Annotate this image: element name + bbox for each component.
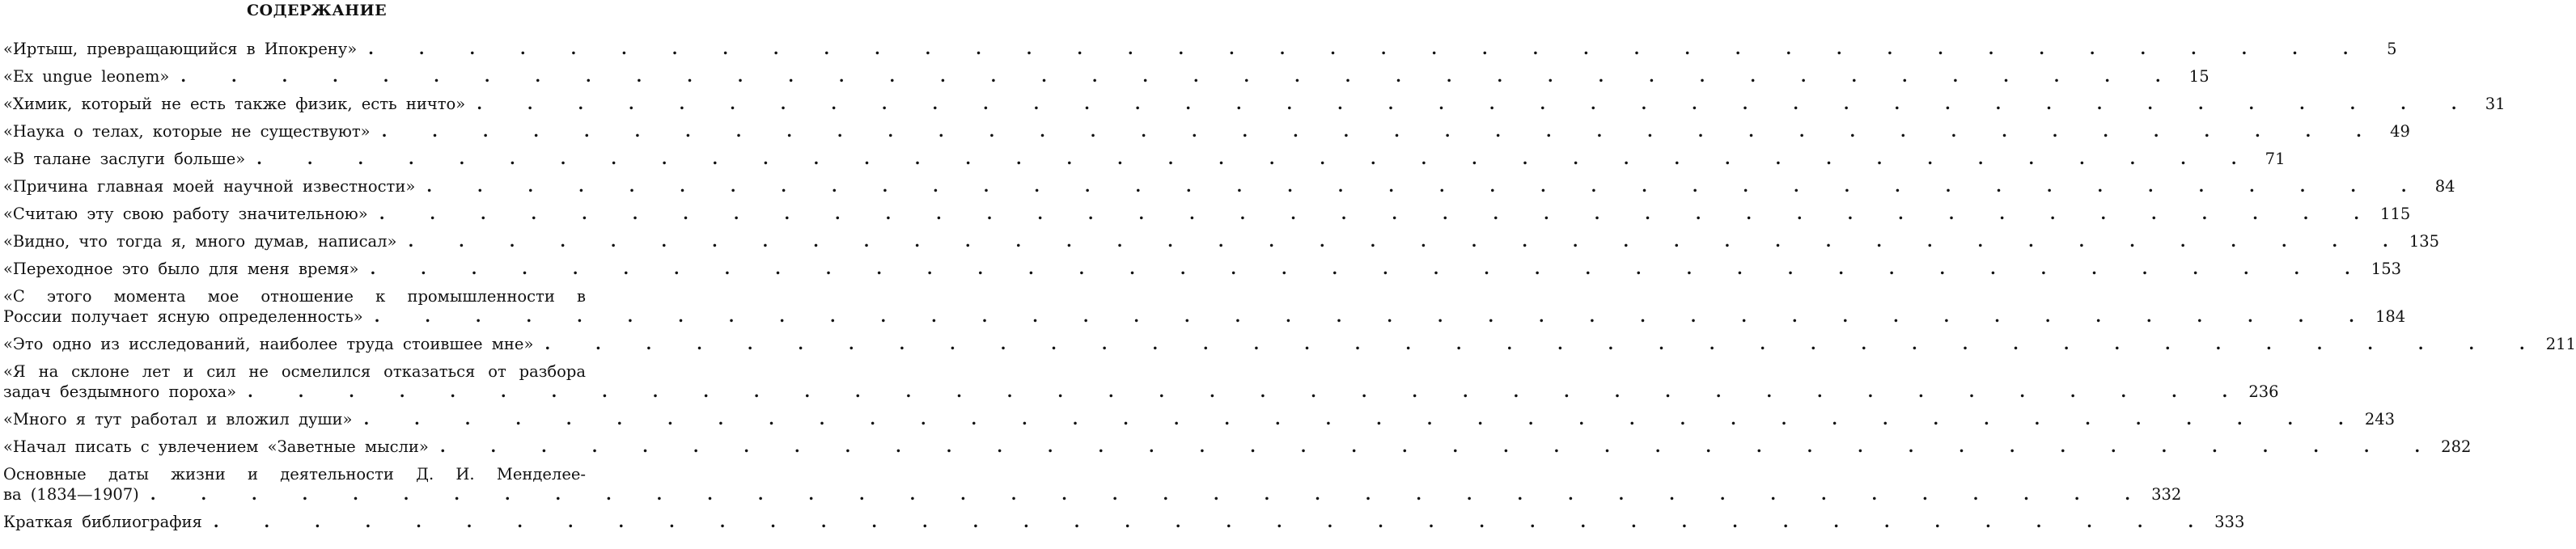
toc-page-number: 236 xyxy=(2248,382,2279,401)
dot-leader: . . . . . . . . . . . . . . . . . . . . . . . . . . . . . . . . . . . . . . . . xyxy=(180,67,2179,86)
toc-entry[interactable] xyxy=(3,149,2286,169)
toc-page-number: 243 xyxy=(2364,410,2396,429)
toc-page-number: 153 xyxy=(2371,260,2402,278)
toc-page-number: 184 xyxy=(2375,307,2406,326)
toc-entry-title: «Причина главная моей научной известности» xyxy=(3,177,416,196)
toc-entry[interactable] xyxy=(3,437,2472,457)
toc-entry[interactable] xyxy=(3,94,2506,114)
toc-entry[interactable] xyxy=(3,464,2182,505)
toc-page-number: 15 xyxy=(2188,67,2210,86)
dot-leader: . . . . . . . . . . . . . . . . . . . . . . . . . . . . . . . . . . . . . . . . xyxy=(544,335,2543,353)
page-title: СОДЕРЖАНИЕ xyxy=(246,2,388,19)
dot-leader: . . . . . . . . . . . . . . . . . . . . . . . . . . . . . . . . . . . . . . . . xyxy=(374,307,2372,326)
toc-entry-title: «Иртыш, превращающийся в Ипокрену» xyxy=(3,40,358,58)
toc-entry-title: «Считаю эту свою работу значительною» xyxy=(3,205,368,223)
toc-entry-title: «Видно, что тогда я, много думав, написал» xyxy=(3,232,397,251)
toc-entry[interactable] xyxy=(3,286,2406,327)
toc-page-number: 31 xyxy=(2485,95,2506,113)
toc-page-number: 84 xyxy=(2434,177,2455,196)
dot-leader: . . . . . . . . . . . . . . . . . . . . . . . . . . . . . . . . . . . . . . . . xyxy=(150,485,2149,504)
toc-entry[interactable] xyxy=(3,259,2402,279)
toc-page-number: 211 xyxy=(2545,335,2576,353)
toc-page-number: 333 xyxy=(2214,513,2245,531)
dot-leader: . . . . . . . . . . . . . . . . . . . . . . . . . . . . . . . . . . . . . . . . xyxy=(381,122,2379,141)
toc-page-number: 135 xyxy=(2409,232,2440,251)
toc-page-number: 282 xyxy=(2441,437,2472,456)
dot-leader: . . . . . . . . . . . . . . . . . . . . . . . . . . . . . . . . . . . . . . . . xyxy=(439,437,2438,456)
toc-entry[interactable] xyxy=(3,409,2396,429)
toc-entry[interactable] xyxy=(3,334,2576,354)
toc-page-number: 332 xyxy=(2151,485,2182,504)
toc-entry-title-line: «С этого момента мое отношение к промышленности в xyxy=(3,287,586,306)
dot-leader: . . . . . . . . . . . . . . . . . . . . . . . . . . . . . . . . . . . . . . . . xyxy=(248,382,2246,401)
toc-entry-title: «Начал писать с увлечением «Заветные мысли» xyxy=(3,437,429,456)
toc-page-number: 49 xyxy=(2390,122,2410,141)
toc-entry-title: «В талане заслуги больше» xyxy=(3,150,246,168)
toc-entry-title: «Ex ungue leonem» xyxy=(3,67,170,86)
toc-page-number: 5 xyxy=(2387,40,2397,58)
toc-page-number: 71 xyxy=(2265,150,2286,168)
toc-entry[interactable] xyxy=(3,66,2210,87)
toc-entry[interactable] xyxy=(3,361,2279,402)
toc-entry[interactable] xyxy=(3,204,2411,224)
dot-leader: . . . . . . . . . . . . . . . . . . . . . . . . . . . . . . . . . . . . . . . . xyxy=(363,410,2362,429)
dot-leader: . . . . . . . . . . . . . . . . . . . . . . . . . . . . . . . . . . . . . . . . xyxy=(368,40,2366,58)
toc-entry-title-line: «Я на склоне лет и сил не осмелился отказаться от разбора xyxy=(3,362,586,381)
toc-entry-title-line: Основные даты жизни и деятельности Д. И. Менделее- xyxy=(3,465,586,484)
dot-leader: . . . . . . . . . . . . . . . . . . . . . . . . . . . . . . . . . . . . . . . . xyxy=(213,513,2212,531)
toc-entry[interactable] xyxy=(3,176,2455,196)
toc-entry[interactable] xyxy=(3,231,2440,251)
toc-entry-title: «Много я тут работал и вложил души» xyxy=(3,410,353,429)
toc-entry-title: «Переходное это было для меня время» xyxy=(3,260,359,278)
dot-leader: . . . . . . . . . . . . . . . . . . . . . . . . . . . . . . . . . . . . . . . . xyxy=(370,260,2368,278)
toc-page-number: 115 xyxy=(2380,205,2411,223)
toc-entry[interactable] xyxy=(3,39,2397,59)
toc-entry-title: России получает ясную определенность» xyxy=(3,307,363,326)
dot-leader: . . . . . . . . . . . . . . . . . . . . . . . . . . . . . . . . . . . . . . . . xyxy=(408,232,2406,251)
toc-entry-title: «Наука о телах, которые не существуют» xyxy=(3,122,371,141)
dot-leader: . . . . . . . . . . . . . . . . . . . . . . . . . . . . . . . . . . . . . . . . xyxy=(256,150,2255,168)
toc-entry-title: задач бездымного пороха» xyxy=(3,382,236,401)
toc-entry-title: «Это одно из исследований, наиболее труда стоившее мне» xyxy=(3,335,534,353)
toc-entry[interactable] xyxy=(3,121,2410,141)
toc-entry-title: Краткая библиография xyxy=(3,513,202,531)
dot-leader: . . . . . . . . . . . . . . . . . . . . . . . . . . . . . . . . . . . . . . . . xyxy=(379,205,2378,223)
table-of-contents xyxy=(3,39,2576,532)
toc-entry-title: ва (1834—1907) xyxy=(3,485,139,504)
dot-leader: . . . . . . . . . . . . . . . . . . . . . . . . . . . . . . . . . . . . . . . . xyxy=(426,177,2425,196)
dot-leader: . . . . . . . . . . . . . . . . . . . . . . . . . . . . . . . . . . . . . . . . xyxy=(477,95,2475,113)
toc-entry[interactable] xyxy=(3,512,2245,532)
toc-entry-title: «Химик, который не есть также физик, есть ничто» xyxy=(3,95,466,113)
